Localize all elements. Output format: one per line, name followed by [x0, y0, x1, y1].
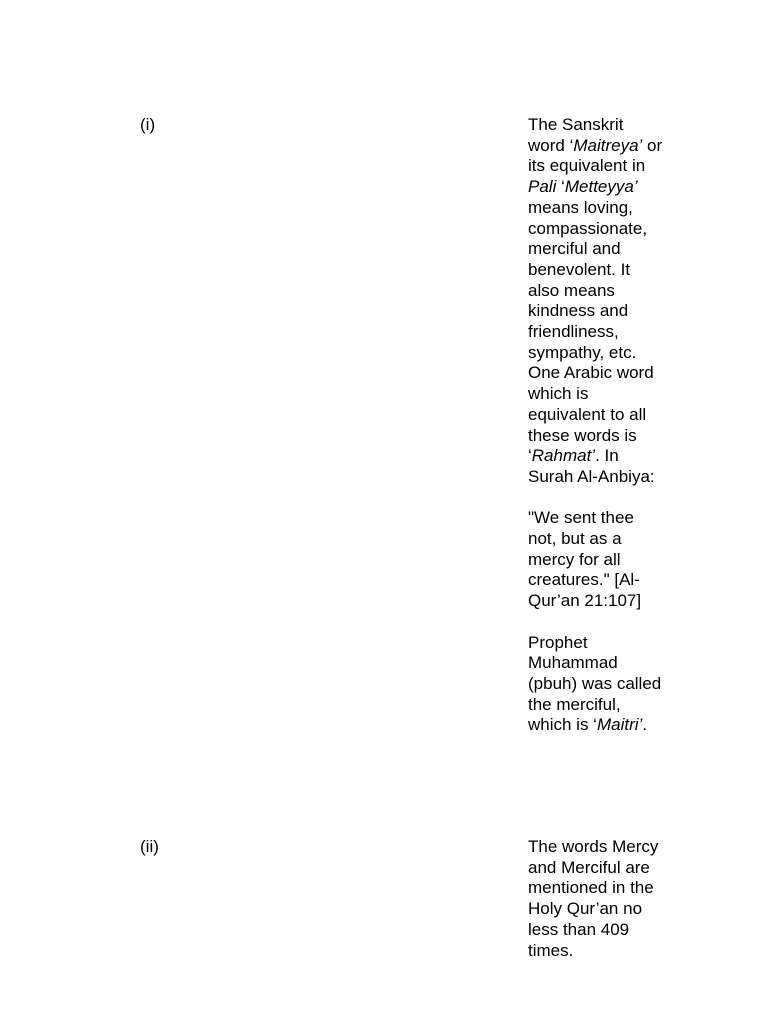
italic-run: Maitri’ — [596, 715, 643, 735]
item-text-i — [528, 115, 664, 736]
text-run: or its equivalent in — [528, 135, 663, 176]
text-run: . — [642, 715, 648, 735]
text-run: means loving, compassionate, merciful and benevolent. It also means kindness and friendliness, sympathy, etc. One Arabic word which is equivalent to all these words is ‘ — [528, 197, 654, 466]
italic-run: Maitreya’ — [573, 135, 643, 155]
text-run: "We sent thee not, but as a mercy for all creatures." [Al-Qur’an 21:107] — [528, 508, 642, 611]
italic-run: Pali — [528, 177, 557, 197]
paragraph-mercy-count — [528, 837, 664, 961]
item-marker-i: (i) — [140, 115, 156, 134]
text-run: The words Mercy and Merciful are mentioned in the Holy Qur’an no less than 409 times. — [528, 837, 659, 960]
paragraph-prophet-merciful — [528, 633, 664, 737]
paragraph-maitreya-definition — [528, 115, 664, 488]
item-text-ii — [528, 837, 664, 961]
text-run: ‘ — [556, 177, 565, 197]
italic-run: Rahmat’ — [531, 446, 596, 466]
text-run: . In Surah Al-Anbiya: — [528, 446, 655, 486]
text-run: Prophet Muhammad (pbuh) was called the merciful, which is ‘ — [528, 632, 662, 735]
paragraph-quran-quote — [528, 508, 664, 612]
item-marker-ii: (ii) — [140, 837, 159, 856]
text-run: The Sanskrit word ‘ — [528, 115, 624, 155]
italic-run: Metteyya’ — [564, 177, 638, 197]
